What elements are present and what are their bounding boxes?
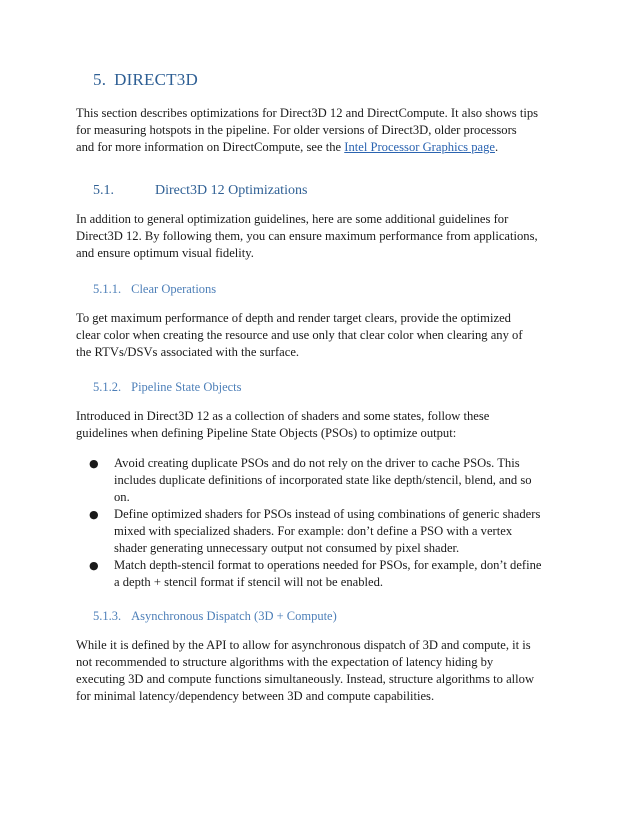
list-item-line: shader generating unnecessary output not consumed by pixel shader. xyxy=(114,541,460,555)
list-item-line: a depth + stencil format if stencil will not be enabled. xyxy=(114,575,384,589)
section-title: DIRECT3D xyxy=(114,70,198,89)
list-item-line: on. xyxy=(114,490,130,504)
list-item-line: includes duplicate definitions of incorporated state like depth/stencil, blend, and so xyxy=(114,473,532,487)
async-heading xyxy=(93,609,337,624)
paragraph-line: In addition to general optimization guidelines, here are some additional guidelines for xyxy=(76,212,509,226)
section-heading xyxy=(93,70,198,90)
paragraph-line: for minimal latency/dependency between 3D and compute capabilities. xyxy=(76,689,435,703)
paragraph-line: Direct3D 12. By following them, you can ensure maximum performance from applications, xyxy=(76,229,538,243)
intro-line: for measuring hotspots in the pipeline. For older versions of Direct3D, older processors xyxy=(76,123,517,137)
pso-paragraph xyxy=(76,408,570,442)
intro-line: This section describes optimizations for Direct3D 12 and DirectCompute. It also shows tips xyxy=(76,106,539,120)
pso-bullet-list xyxy=(76,455,570,591)
paragraph-line: Introduced in Direct3D 12 as a collection of shaders and some states, follow these xyxy=(76,409,490,423)
intel-graphics-page-link[interactable]: Intel Processor Graphics page xyxy=(344,140,495,154)
intro-line3-end: . xyxy=(494,140,499,154)
paragraph-line: guidelines when defining Pipeline State Objects (PSOs) to optimize output: xyxy=(76,426,457,440)
paragraph-line: not recommended to structure algorithms with the expectation of latency hiding by xyxy=(76,655,494,669)
pso-heading xyxy=(93,380,242,395)
clear-ops-number: 5.1.1. xyxy=(93,282,122,296)
list-item-line: mixed with specialized shaders. For example: don’t define a PSO with a vertex xyxy=(114,524,513,538)
list-item xyxy=(76,506,570,557)
intro-line xyxy=(76,139,570,156)
subsection-heading xyxy=(93,183,307,199)
paragraph-line: clear color when creating the resource and use only that clear color when clearing any of xyxy=(76,328,523,342)
async-paragraph xyxy=(76,637,570,705)
list-item xyxy=(76,557,570,591)
bullet-icon: ● xyxy=(89,508,99,521)
section-number: 5. xyxy=(93,70,107,89)
clear-ops-title: Clear Operations xyxy=(131,282,217,296)
clear-ops-paragraph xyxy=(76,310,570,361)
list-item-line: Define optimized shaders for PSOs instead of using combinations of generic shaders xyxy=(114,507,541,521)
list-item-line: Avoid creating duplicate PSOs and do not rely on the driver to cache PSOs. This xyxy=(114,456,520,470)
intro-paragraph xyxy=(76,105,570,156)
paragraph-line: executing 3D and compute functions simultaneously. Instead, structure algorithms to allow xyxy=(76,672,535,686)
paragraph-line: While it is defined by the API to allow for asynchronous dispatch of 3D and compute, it is xyxy=(76,638,531,652)
pso-title: Pipeline State Objects xyxy=(131,380,242,394)
clear-ops-heading xyxy=(93,282,216,297)
paragraph-line: the RTVs/DSVs associated with the surface. xyxy=(76,345,300,359)
async-title: Asynchronous Dispatch (3D + Compute) xyxy=(131,609,337,623)
paragraph-line: and ensure optimum visual fidelity. xyxy=(76,246,254,260)
pso-number: 5.1.2. xyxy=(93,380,122,394)
paragraph-line: To get maximum performance of depth and render target clears, provide the optimized xyxy=(76,311,511,325)
d3d12-paragraph xyxy=(76,211,570,262)
subsection-title: Direct3D 12 Optimizations xyxy=(155,183,308,198)
list-item xyxy=(76,455,570,506)
intro-line3-text: and for more information on DirectCompute, see the xyxy=(76,140,345,154)
bullet-icon: ● xyxy=(89,559,99,572)
bullet-icon: ● xyxy=(89,457,99,470)
list-item-line: Match depth-stencil format to operations needed for PSOs, for example, don’t define xyxy=(114,558,542,572)
async-number: 5.1.3. xyxy=(93,609,122,623)
subsection-number: 5.1. xyxy=(93,183,114,198)
